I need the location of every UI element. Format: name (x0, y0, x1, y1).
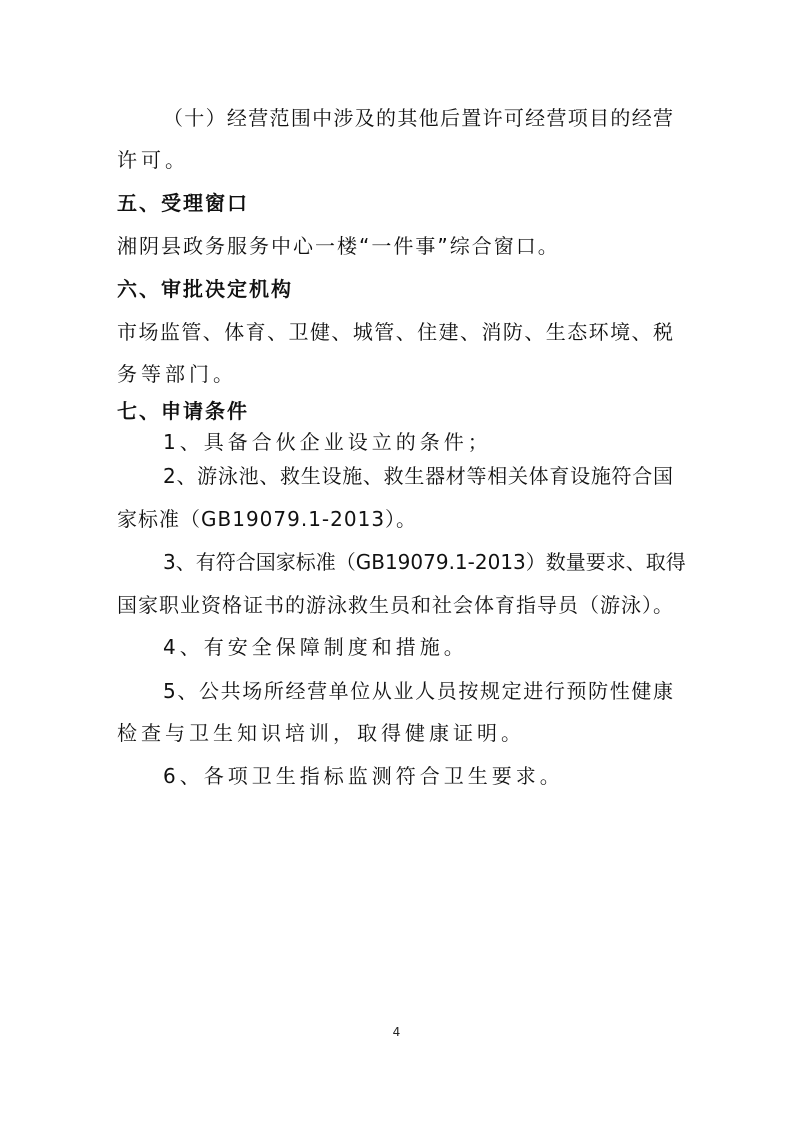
page-number: 4 (392, 1025, 401, 1039)
condition-1: 1、具备合伙企业设立的条件； (163, 430, 492, 454)
condition-2-line1: 2、游泳池、救生设施、救生器材等相关体育设施符合国 (163, 464, 673, 488)
condition-5-line2: 检查与卫生知识培训，取得健康证明。 (117, 721, 525, 745)
condition-6: 6、各项卫生指标监测符合卫生要求。 (163, 764, 564, 788)
section6-heading: 六、审批决定机构 (117, 277, 293, 301)
section5-heading: 五、受理窗口 (117, 191, 249, 215)
section6-body-line2: 务等部门。 (117, 362, 237, 386)
condition-2-line2: 家标准（GB19079.1-2013）。 (117, 507, 418, 531)
section5-body: 湘阴县政务服务中心一楼“一件事”综合窗口。 (117, 234, 560, 258)
item10-line1: （十）经营范围中涉及的其他后置许可经营项目的经营 (163, 106, 673, 130)
condition-3-line1: 3、有符合国家标准（GB19079.1-2013）数量要求、取得 (163, 550, 686, 574)
section7-heading: 七、申请条件 (117, 399, 249, 423)
condition-5-line1: 5、公共场所经营单位从业人员按规定进行预防性健康 (163, 679, 673, 703)
condition-3-line2: 国家职业资格证书的游泳救生员和社会体育指导员（游泳）。 (117, 593, 673, 617)
section6-body-line1: 市场监管、体育、卫健、城管、住建、消防、生态环境、税 (117, 320, 673, 344)
item10-line2: 许可。 (117, 148, 189, 172)
condition-4: 4、有安全保障制度和措施。 (163, 635, 468, 659)
